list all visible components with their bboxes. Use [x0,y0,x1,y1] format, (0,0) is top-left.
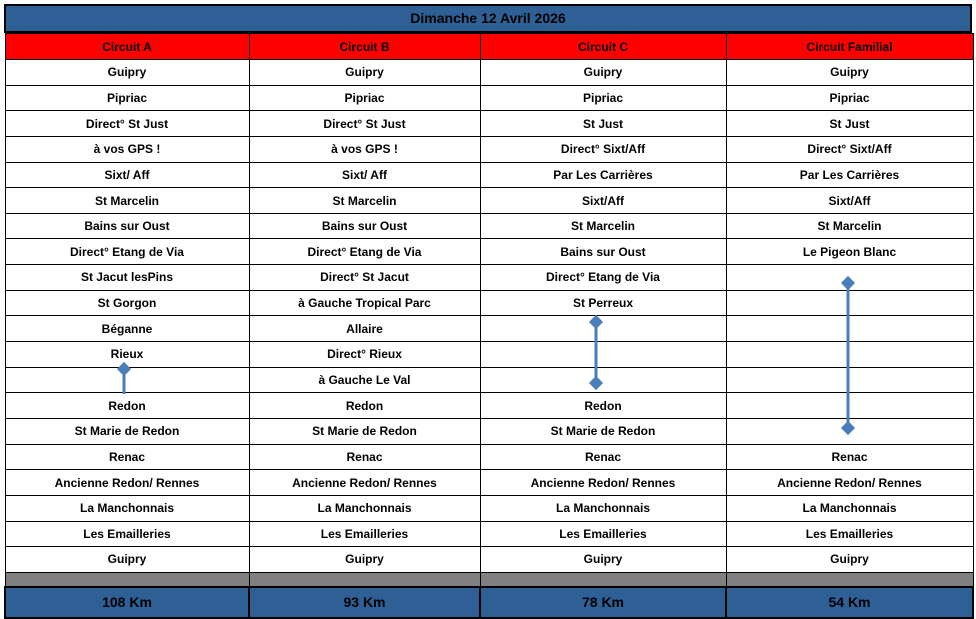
route-cell: Guipry [249,60,480,86]
route-cell: Bains sur Oust [5,213,249,239]
circuit-c-header: Circuit C [480,34,726,60]
route-cell [726,342,973,368]
route-row [5,470,973,496]
separator-cell [5,572,249,587]
circuit-table [4,33,974,619]
route-row [5,265,973,291]
total-circuit-c: 78 Km [480,587,726,618]
route-cell: Direct° Etang de Via [5,239,249,265]
route-cell: Par Les Carrières [726,162,973,188]
route-cell [5,367,249,393]
route-cell: Pipriac [480,85,726,111]
route-cell: Renac [480,444,726,470]
route-cell: Les Emailleries [480,521,726,547]
route-cell: Direct° Sixt/Aff [480,136,726,162]
route-cell: St Just [480,111,726,137]
route-cell [726,290,973,316]
separator-cell [249,572,480,587]
route-row [5,521,973,547]
route-cell: Sixt/ Aff [5,162,249,188]
route-cell: Pipriac [726,85,973,111]
route-cell: Le Pigeon Blanc [726,239,973,265]
route-cell: Direct° Sixt/Aff [726,136,973,162]
route-row [5,547,973,573]
route-cell: à vos GPS ! [5,136,249,162]
route-cell: St Perreux [480,290,726,316]
route-cell: Allaire [249,316,480,342]
route-cell: Redon [5,393,249,419]
route-row [5,60,973,86]
route-cell: St Marcelin [480,213,726,239]
route-cell: La Manchonnais [480,495,726,521]
route-cell: Renac [249,444,480,470]
route-cell: Sixt/Aff [726,188,973,214]
separator-cell [480,572,726,587]
route-row [5,239,973,265]
route-body [5,60,973,573]
route-cell: St Marcelin [726,213,973,239]
route-sheet [4,4,972,619]
route-cell: à vos GPS ! [249,136,480,162]
route-row [5,162,973,188]
route-cell [726,265,973,291]
route-row [5,188,973,214]
route-cell [726,393,973,419]
route-cell: Guipry [249,547,480,573]
route-cell: Ancienne Redon/ Rennes [726,470,973,496]
route-cell: Les Emailleries [726,521,973,547]
route-row [5,495,973,521]
route-cell: Sixt/Aff [480,188,726,214]
route-row [5,85,973,111]
route-cell: à Gauche Tropical Parc [249,290,480,316]
route-cell: Guipry [480,60,726,86]
route-cell: Redon [480,393,726,419]
route-cell: St Jacut lesPins [5,265,249,291]
route-cell: Direct° St Just [5,111,249,137]
route-cell [726,367,973,393]
route-cell [480,342,726,368]
route-cell: Les Emailleries [249,521,480,547]
route-row [5,444,973,470]
route-cell: Renac [726,444,973,470]
route-row [5,213,973,239]
circuit-b-header: Circuit B [249,34,480,60]
route-row [5,111,973,137]
sheet-title: Dimanche 12 Avril 2026 [4,4,972,33]
route-cell: La Manchonnais [249,495,480,521]
route-cell [480,316,726,342]
route-cell: Par Les Carrières [480,162,726,188]
circuit-header-row [5,34,973,60]
route-cell: Rieux [5,342,249,368]
route-cell: Pipriac [249,85,480,111]
route-cell: Guipry [726,60,973,86]
route-cell: Ancienne Redon/ Rennes [480,470,726,496]
route-cell: St Marie de Redon [5,418,249,444]
separator-row [5,572,973,587]
route-cell: Ancienne Redon/ Rennes [5,470,249,496]
route-cell [480,367,726,393]
route-row [5,367,973,393]
route-cell [726,316,973,342]
route-cell: Guipry [5,60,249,86]
route-cell: Sixt/ Aff [249,162,480,188]
route-cell: St Marcelin [5,188,249,214]
route-row [5,418,973,444]
total-circuit-a: 108 Km [5,587,249,618]
route-cell: St Marie de Redon [249,418,480,444]
route-cell: Renac [5,444,249,470]
circuit-familial-header: Circuit Familial [726,34,973,60]
total-circuit-b: 93 Km [249,587,480,618]
totals-row [5,587,973,618]
circuit-a-header: Circuit A [5,34,249,60]
total-circuit-familial: 54 Km [726,587,973,618]
route-cell: Direct° Etang de Via [480,265,726,291]
route-cell [726,418,973,444]
route-cell: St Just [726,111,973,137]
route-cell: Direct° Etang de Via [249,239,480,265]
route-cell: Les Emailleries [5,521,249,547]
route-cell: Bains sur Oust [249,213,480,239]
route-cell: à Gauche Le Val [249,367,480,393]
route-cell: Guipry [480,547,726,573]
route-cell: Bains sur Oust [480,239,726,265]
route-row [5,342,973,368]
route-cell: Direct° Rieux [249,342,480,368]
route-cell: St Gorgon [5,290,249,316]
route-cell: Ancienne Redon/ Rennes [249,470,480,496]
route-cell: Pipriac [5,85,249,111]
route-cell: Guipry [726,547,973,573]
route-cell: Béganne [5,316,249,342]
route-cell: Direct° St Just [249,111,480,137]
route-cell: La Manchonnais [5,495,249,521]
route-cell: St Marie de Redon [480,418,726,444]
route-row [5,136,973,162]
route-cell: Direct° St Jacut [249,265,480,291]
route-row [5,290,973,316]
route-cell: St Marcelin [249,188,480,214]
route-row [5,393,973,419]
route-row [5,316,973,342]
route-cell: La Manchonnais [726,495,973,521]
separator-cell [726,572,973,587]
route-cell: Guipry [5,547,249,573]
route-cell: Redon [249,393,480,419]
